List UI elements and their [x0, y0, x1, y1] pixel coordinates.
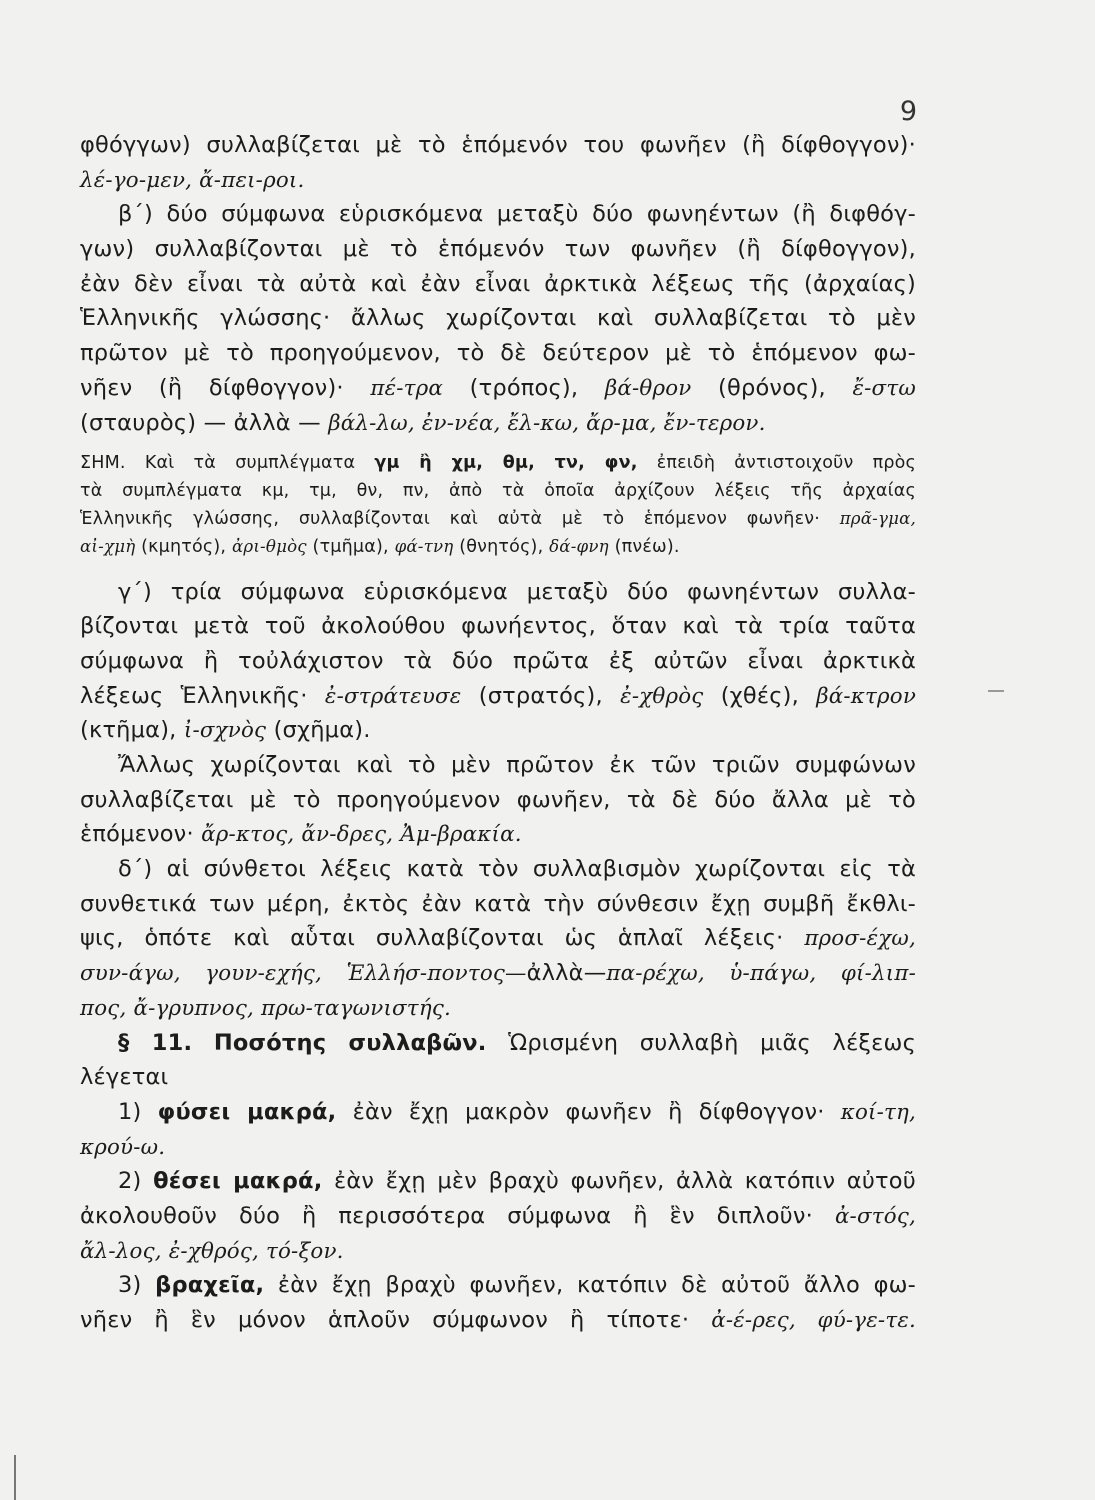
page-body	[80, 128, 916, 1338]
text-line: συνθετικά των μέρη, ἐκτὸς ἐὰν κατὰ τὴν σύνθεσιν ἔχῃ συμβῆ ἔκθλι-	[80, 890, 916, 917]
text-line: συλλαβίζεται μὲ τὸ προηγούμενον φωνῆεν, τὰ δὲ δύο ἄλλα μὲ τὸ	[80, 786, 916, 813]
text-line: νῆεν (ἢ δίφθογγον)· πέ-τρα (τρόπος), βά-θρον (θρόνος), ἔ-στω	[80, 374, 916, 401]
note-line: τὰ συμπλέγματα κμ, τμ, θν, πν, ἀπὸ τὰ ὁποῖα ἀρχίζουν λέξεις τῆς ἀρχαίας	[80, 480, 916, 501]
text-line: 2) θέσει μακρά, ἐὰν ἔχῃ μὲν βραχὺ φωνῆεν, ἀλλὰ κατόπιν αὐτοῦ	[118, 1168, 916, 1195]
note-line: Ἑλληνικῆς γλώσσης, συλλαβίζονται καὶ αὐτὰ μὲ τὸ ἑπόμενον φωνῆεν· πρᾶ-γμα,	[80, 509, 917, 530]
text-line: βίζονται μετὰ τοῦ ἀκολούθου φωνήεντος, ὅταν καὶ τὰ τρία ταῦτα	[80, 613, 916, 640]
scan-edge-mark	[14, 1455, 16, 1500]
text-line: γων) συλλαβίζονται μὲ τὸ ἑπόμενόν των φωνῆεν (ἢ δίφθογγον),	[80, 236, 916, 263]
text-line: ἑπόμενον· ἄρ-κτος, ἄν-δρες, Ἀμ-βρακία.	[80, 821, 522, 848]
text-line: β΄) δύο σύμφωνα εὑρισκόμενα μεταξὺ δύο φωνηέντων (ἢ διφθόγ-	[118, 201, 916, 228]
text-line: δ΄) αἱ σύνθετοι λέξεις κατὰ τὸν συλλαβισμὸν χωρίζονται εἰς τὰ	[118, 856, 916, 883]
text-line: Ἑλληνικῆς γλώσσης· ἄλλως χωρίζονται καὶ συλλαβίζεται τὸ μὲν	[80, 305, 916, 332]
text-line: (σταυρὸς) — ἀλλὰ — βάλ-λω, ἐν-νέα, ἔλ-κω, ἄρ-μα, ἔν-τερον.	[80, 409, 766, 436]
text-line: (κτῆμα), ἰ-σχνὸς (σχῆμα).	[80, 717, 371, 744]
page-number: 9	[899, 96, 917, 127]
text-line: νῆεν ἢ ἓν μόνον ἁπλοῦν σύμφωνον ἢ τίποτε· ἀ-έ-ρες, φύ-γε-τε.	[80, 1307, 917, 1333]
text-line: ἐὰν δὲν εἶναι τὰ αὐτὰ καὶ ἐὰν εἶναι ἀρκτικὰ λέξεως τῆς (ἀρχαίας)	[80, 270, 916, 297]
text-line: ἀκολουθοῦν δύο ἢ περισσότερα σύμφωνα ἢ ἓν διπλοῦν· ἀ-στός,	[80, 1202, 916, 1229]
text-line: πος, ἄ-γρυπνος, πρω-ταγωνιστής.	[80, 995, 451, 1021]
text-line: ἄλ-λος, ἐ-χθρός, τό-ξον.	[80, 1238, 344, 1264]
text-line: λέ-γο-μεν, ἄ-πει-ροι.	[80, 167, 305, 193]
section-heading-line: § 11. Ποσότης συλλαβῶν. Ὡρισμένη συλλαβὴ μιᾶς λέξεως	[118, 1029, 916, 1056]
text-line: Ἄλλως χωρίζονται καὶ τὸ μὲν πρῶτον ἐκ τῶν τριῶν συμφώνων	[118, 752, 916, 778]
text-line: σύμφωνα ἢ τοὐλάχιστον τὰ δύο πρῶτα ἐξ αὐτῶν εἶναι ἀρκτικὰ	[80, 647, 916, 674]
text-line: 1) φύσει μακρά, ἐὰν ἔχῃ μακρὸν φωνῆεν ἢ δίφθογγον· κοί-τη,	[118, 1098, 917, 1125]
text-line: γ΄) τρία σύμφωνα εὑρισκόμενα μεταξὺ δύο φωνηέντων συλλα-	[118, 578, 916, 605]
text-line: συν-άγω, γουν-εχής, Ἑλλήσ-ποντος—ἀλλὰ—πα-ρέχω, ὑ-πάγω, φί-λιπ-	[80, 960, 916, 987]
note-line: αἰ-χμὴ (κμητός), ἀρι-θμὸς (τμῆμα), φά-τνη (θνητός), δά-φνη (πνέω).	[80, 536, 680, 557]
text-line: λέγεται	[80, 1064, 169, 1091]
margin-mark	[988, 690, 1004, 692]
text-line: πρῶτον μὲ τὸ προηγούμενον, τὸ δὲ δεύτερον μὲ τὸ ἑπόμενον φω-	[80, 340, 916, 367]
text-line: φθόγγων) συλλαβίζεται μὲ τὸ ἑπόμενόν του φωνῆεν (ἢ δίφθογγον)·	[80, 132, 916, 158]
text-line: ψις, ὁπότε καὶ αὗται συλλαβίζονται ὡς ἁπλαῖ λέξεις· προσ-έχω,	[80, 925, 916, 952]
note-line: ΣΗΜ. Καὶ τὰ συμπλέγματα γμ ἢ χμ, θμ, τν, φν, ἐπειδὴ ἀντιστοιχοῦν πρὸς	[80, 453, 917, 474]
text-line: κρού-ω.	[80, 1134, 166, 1160]
text-line: 3) βραχεῖα, ἐὰν ἔχῃ βραχὺ φωνῆεν, κατόπιν δὲ αὐτοῦ ἄλλο φω-	[118, 1272, 916, 1299]
text-line: λέξεως Ἑλληνικῆς· ἐ-στράτευσε (στρατός), ἐ-χθρὸς (χθές), βά-κτρον	[80, 682, 917, 709]
